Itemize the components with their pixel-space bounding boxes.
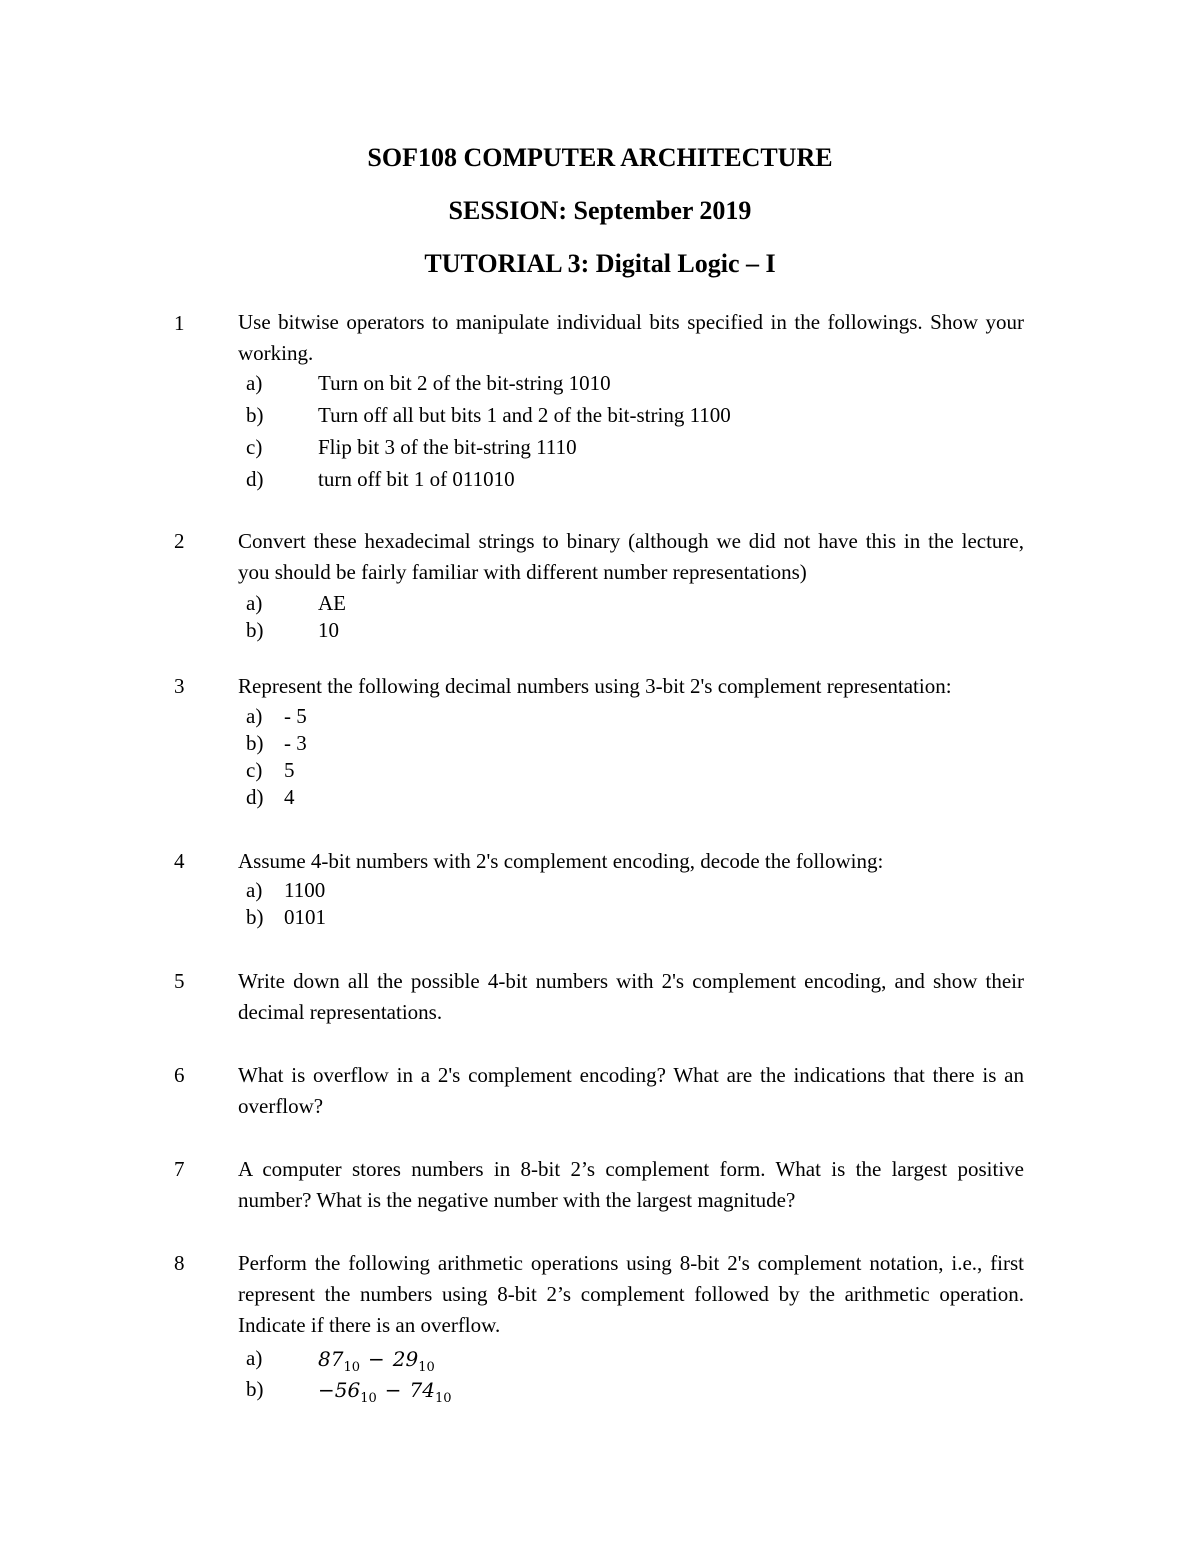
question-8-part-a-lhs: 87 — [318, 1347, 344, 1371]
question-3-part-a-text: - 5 — [284, 704, 307, 728]
question-4-text: Assume 4-bit numbers with 2's complement encoding, decode the following: — [238, 849, 884, 873]
question-6-number: 6 — [174, 1063, 185, 1087]
question-2-number: 2 — [174, 529, 185, 553]
question-3-part-a — [246, 702, 307, 730]
question-1-text: Use bitwise operators to manipulate individual bits specified in the followings. Show your working. — [238, 310, 1024, 365]
question-8-part-a-rhs-base: 10 — [418, 1360, 435, 1375]
question-1-part-d-text: turn off bit 1 of 011010 — [318, 467, 515, 491]
question-3-text: Represent the following decimal numbers using 3-bit 2's complement representation: — [238, 674, 952, 698]
question-3-part-d — [246, 783, 295, 811]
question-3-part-b — [246, 729, 307, 757]
question-8-part-a-lhs-base: 10 — [343, 1360, 360, 1375]
question-3-part-d-label: d) — [246, 785, 264, 809]
question-3-part-c-label: c) — [246, 758, 263, 782]
question-5-text: Write down all the possible 4-bit numbers with 2's complement encoding, and show their decimal representations. — [238, 969, 1024, 1024]
question-3-part-c-text: 5 — [284, 758, 295, 782]
question-4-part-a — [246, 876, 325, 904]
question-8-part-b-label: b) — [246, 1377, 264, 1401]
question-1-part-c-text: Flip bit 3 of the bit-string 1110 — [318, 435, 577, 459]
question-1-part-a-text: Turn on bit 2 of the bit-string 1010 — [318, 371, 611, 395]
question-8-part-b-rhs-base: 10 — [434, 1391, 452, 1406]
question-7-number: 7 — [174, 1157, 185, 1181]
question-4-part-a-label: a) — [246, 878, 263, 902]
tutorial-title: TUTORIAL 3: Digital Logic – I — [424, 249, 776, 278]
question-1-part-d-label: d) — [246, 467, 264, 491]
question-8-part-b-operator: − — [384, 1378, 402, 1402]
question-3-part-b-label: b) — [246, 731, 264, 755]
question-8-part-b-lhs-base: 10 — [360, 1391, 377, 1406]
question-5-number: 5 — [174, 969, 185, 993]
course-title: SOF108 COMPUTER ARCHITECTURE — [367, 143, 833, 172]
question-6-text: What is overflow in a 2's complement encoding? What are the indications that there is an overflow? — [238, 1063, 1024, 1118]
question-1-part-a-label: a) — [246, 371, 263, 395]
question-1-part-c-label: c) — [246, 435, 263, 459]
question-4-part-b-label: b) — [246, 905, 264, 929]
question-8-number: 8 — [174, 1251, 185, 1275]
question-2-text: Convert these hexadecimal strings to binary (although we did not have this in the lecture, you should be fairly familiar with different number representations) — [238, 529, 1024, 584]
question-8-part-b-expression — [318, 1375, 452, 1414]
question-8-text: Perform the following arithmetic operations using 8-bit 2's complement notation, i.e., first represent the numbers using 8-bit 2’s complement followed by the arithmetic operation. Indicate if there is an overflow. — [238, 1251, 1024, 1337]
question-1-number: 1 — [174, 311, 185, 335]
question-1-part-b-label: b) — [246, 403, 264, 427]
question-2-part-b-label: b) — [246, 618, 264, 642]
question-2-part-b-text: 10 — [318, 618, 339, 642]
question-3-part-d-text: 4 — [284, 785, 295, 809]
question-4-part-b-text: 0101 — [284, 905, 326, 929]
question-4-number: 4 — [174, 849, 185, 873]
question-2-part-a-label: a) — [246, 591, 263, 615]
question-3-part-a-label: a) — [246, 704, 263, 728]
question-7-text: A computer stores numbers in 8-bit 2’s complement form. What is the largest positive number? What is the negative number with the largest magnitude? — [238, 1157, 1024, 1212]
question-8-part-a-operator: − — [368, 1347, 385, 1371]
question-8-part-a-label: a) — [246, 1346, 263, 1370]
session-title: SESSION: September 2019 — [448, 196, 752, 225]
question-3-part-c — [246, 756, 295, 784]
question-8-part-b-lhs: −56 — [318, 1378, 361, 1402]
question-8-part-b-rhs: 74 — [409, 1378, 435, 1402]
question-1-part-b-text: Turn off all but bits 1 and 2 of the bit-string 1100 — [318, 403, 731, 427]
question-3-number: 3 — [174, 674, 185, 698]
question-8-part-a-rhs: 29 — [392, 1347, 419, 1371]
question-3-part-b-text: - 3 — [284, 731, 307, 755]
question-4-part-b — [246, 903, 326, 931]
question-2-part-a-text: AE — [318, 591, 346, 615]
question-4-part-a-text: 1100 — [284, 878, 326, 902]
